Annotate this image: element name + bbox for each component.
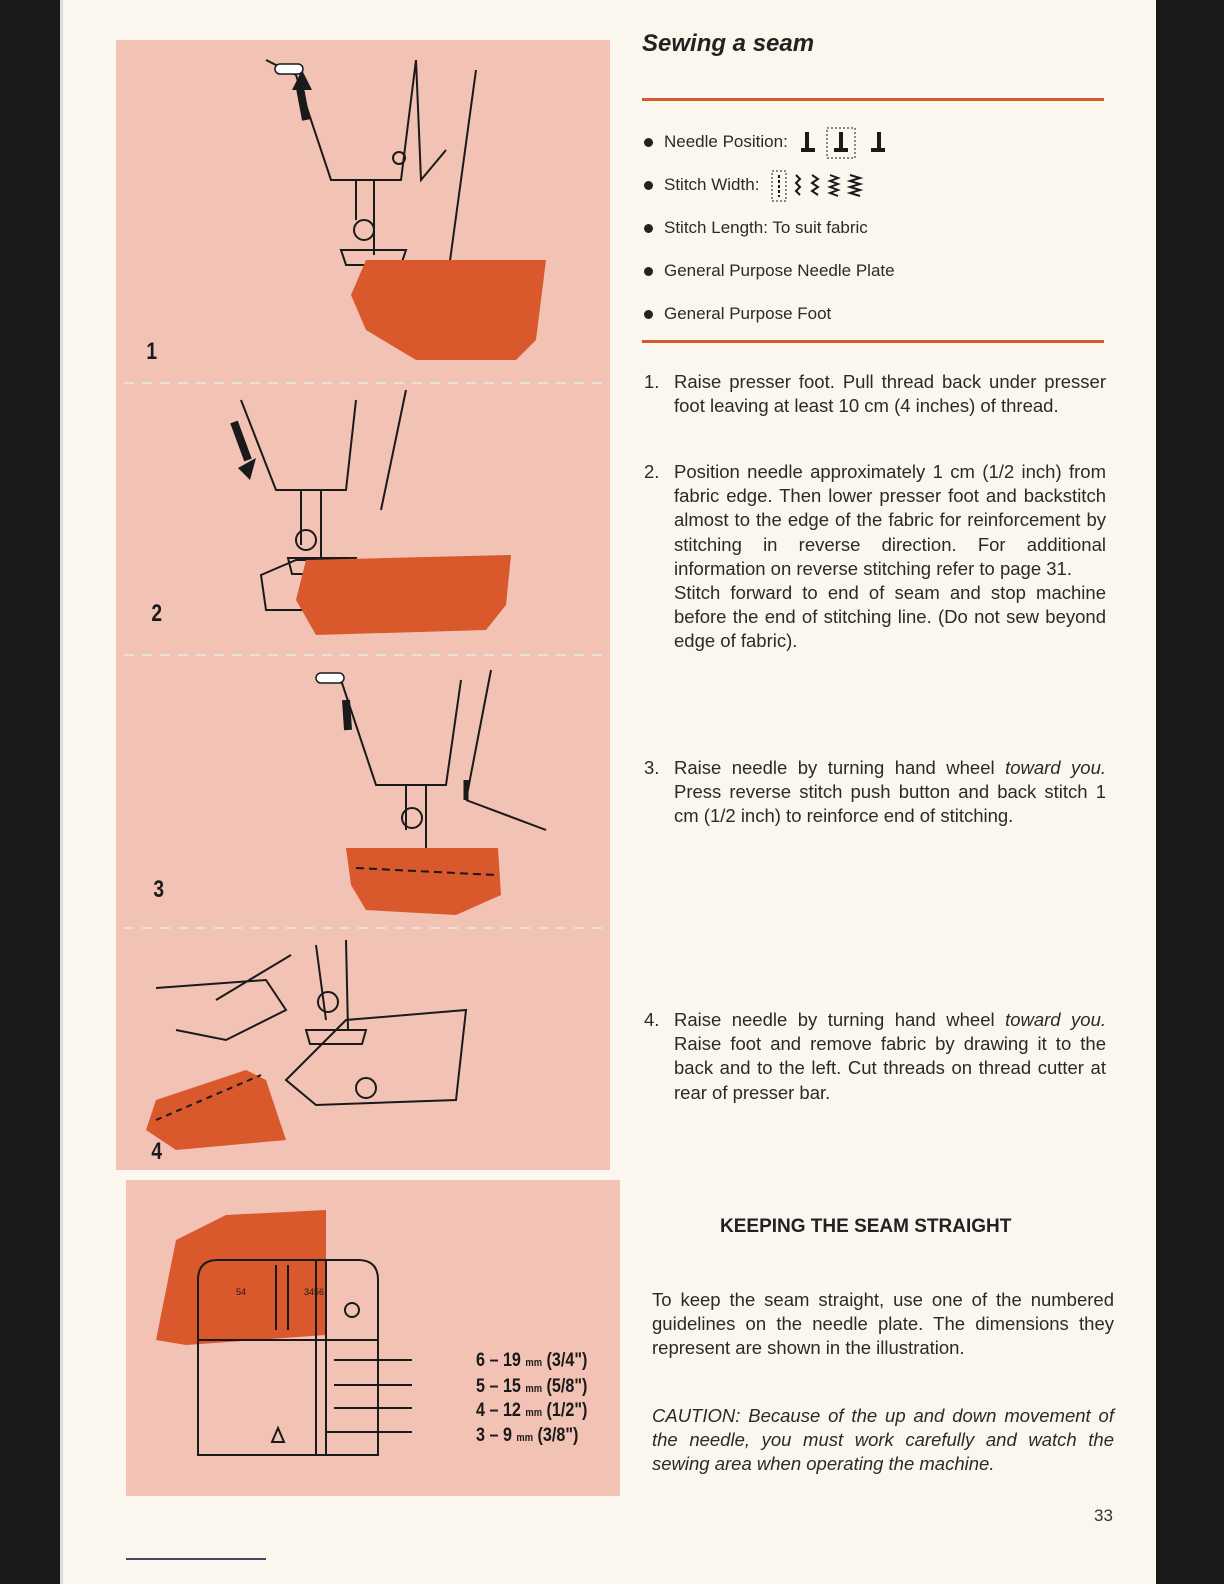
guideline-row-4: 4 – 12 mm (1/2"): [476, 1400, 588, 1421]
guideline-row-5: 5 – 15 mm (5/8"): [476, 1376, 588, 1397]
step-4: 4. Raise needle by turning hand wheel toward you. Raise foot and remove fabric by drawing it to the back and to the left. Cut threads on thread cutter at rear of presser bar.: [644, 1009, 1106, 1103]
figure-3-fabric: [346, 848, 501, 915]
sewing-steps-illustration: [116, 40, 610, 1170]
plate-mark-right: 3456: [304, 1287, 325, 1297]
step-1: 1. Raise presser foot. Pull thread back under presser foot leaving at least 10 cm (4 inches) of thread.: [644, 371, 1106, 417]
figure-label-2: 2: [151, 600, 163, 627]
stitch-width-icon: [770, 169, 920, 203]
step-3: 3. Raise needle by turning hand wheel toward you. Press reverse stitch push button and back stitch 1 cm (1/2 inch) to reinforce end of stitching.: [644, 757, 1106, 827]
plate-mark-left: 54: [236, 1287, 247, 1297]
top-rule: [642, 98, 1104, 101]
page-number: 33: [1094, 1506, 1113, 1525]
needle-position-icon: [799, 126, 899, 160]
figure-label-4: 4: [151, 1138, 163, 1165]
footer-rule: [126, 1558, 266, 1560]
figure-4-fabric: [146, 1070, 286, 1150]
step-2: 2. Position needle approximately 1 cm (1/2 inch) from fabric edge. Then lower presser foot and backstitch almost to the edge of the fabric for reinforcement by stitching in reverse direction. For additional information on reverse stitching refer to page 31. Stitch forward to end of seam and stop machine before the end of stitching line. (Do not sew beyond edge of fabric).: [644, 461, 1106, 652]
figure-1-fabric: [351, 260, 546, 360]
caution-paragraph: CAUTION: Because of the up and down movement of the needle, you must work carefully and watch the sewing area when operating the machine.: [652, 1405, 1114, 1474]
guideline-row-3: 3 – 9 mm (3/8"): [476, 1425, 579, 1446]
seam-fabric: [156, 1210, 326, 1345]
guidelines-paragraph: To keep the seam straight, use one of the numbered guidelines on the needle plate. The dimensions they represent are shown in the illustration.: [652, 1289, 1114, 1358]
setting-stitch-width: Stitch Width:: [642, 163, 1112, 206]
illustration-panel: [116, 40, 610, 1170]
settings-list: [642, 120, 1112, 335]
figure-label-3: 3: [153, 876, 165, 903]
setting-needle-position: Needle Position:: [642, 120, 1112, 163]
setting-stitch-length: Stitch Length: To suit fabric: [642, 206, 1112, 249]
figure-4-machine: [156, 940, 466, 1105]
needle-plate-illustration: [126, 1180, 620, 1496]
setting-presser-foot: General Purpose Foot: [642, 292, 1112, 335]
guideline-row-6: 6 – 19 mm (3/4"): [476, 1350, 588, 1371]
setting-needle-plate: General Purpose Needle Plate: [642, 249, 1112, 292]
figure-3-machine: [341, 670, 546, 866]
bottom-rule: [642, 340, 1104, 343]
seam-guide-panel: [126, 1180, 620, 1496]
figure-label-1: 1: [146, 338, 158, 365]
section-heading: KEEPING THE SEAM STRAIGHT: [720, 1216, 1012, 1237]
page-edge: [60, 0, 63, 1584]
manual-page: [60, 0, 1156, 1584]
page-title: Sewing a seam: [642, 30, 815, 57]
figure-2-fabric: [296, 555, 511, 635]
